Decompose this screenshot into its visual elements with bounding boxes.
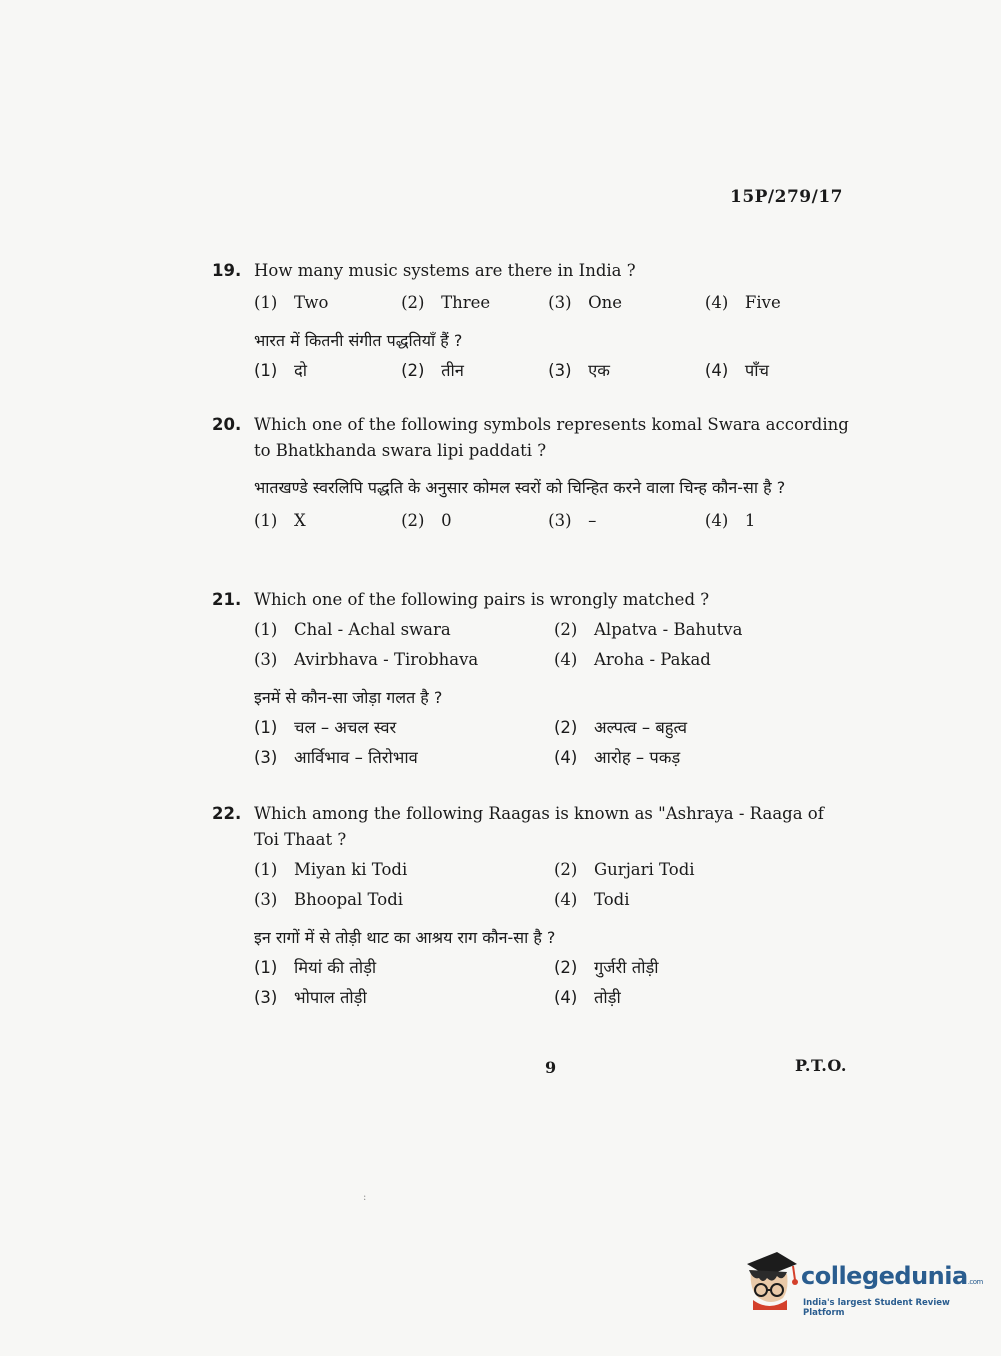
options-en: [254, 290, 852, 316]
option-text: Gurjari Todi: [594, 860, 695, 879]
question-text-hi: भारत में कितनी संगीत पद्धतियाँ हैं ?: [254, 331, 463, 350]
option-3: [254, 745, 554, 771]
option-label: (4): [704, 511, 729, 530]
option-text: अल्पत्व – बहुत्व: [594, 718, 688, 737]
option-4: [554, 647, 854, 673]
option-1: [254, 508, 401, 534]
option-text: पाँच: [744, 361, 770, 380]
options-hi: [254, 358, 852, 384]
option-1: [254, 715, 554, 741]
stray-mark: :: [363, 1192, 367, 1203]
option-2: [554, 617, 854, 643]
option-label: (4): [704, 293, 729, 312]
option-text: –: [588, 511, 597, 530]
option-2: [401, 508, 548, 534]
question-number: 21.: [212, 590, 242, 609]
option-label: (3): [254, 748, 278, 767]
option-label: (2): [554, 958, 578, 977]
option-label: (2): [401, 511, 425, 530]
question-19: [212, 258, 852, 384]
option-text: एक: [588, 361, 610, 380]
option-text: Chal - Achal swara: [294, 620, 451, 639]
question-21: [212, 587, 852, 771]
pto-label: P.T.O.: [795, 1056, 847, 1075]
option-4: [705, 290, 852, 316]
option-text: Todi: [594, 890, 630, 909]
option-text: 1: [744, 511, 756, 530]
option-1: [254, 617, 554, 643]
option-text: Bhoopal Todi: [294, 890, 404, 909]
options-en: [254, 617, 852, 673]
option-2: [554, 715, 854, 741]
option-text: Avirbhava - Tirobhava: [294, 650, 479, 669]
option-4: [554, 745, 854, 771]
option-label: (4): [704, 361, 729, 380]
option-3: [254, 647, 554, 673]
option-text: तीन: [441, 361, 464, 380]
option-1: [254, 290, 401, 316]
option-4: [705, 358, 852, 384]
option-label: (2): [554, 860, 578, 879]
option-4: [705, 508, 852, 534]
options-en: [254, 857, 852, 913]
option-label: (3): [548, 511, 572, 530]
question-text-en: Which among the following Raagas is known as "Ashraya - Raaga of Toi Thaat ?: [254, 804, 824, 849]
option-2: [554, 857, 854, 883]
option-text: तोड़ी: [594, 988, 621, 1007]
option-label: (4): [554, 748, 578, 767]
question-number: 19.: [212, 261, 242, 280]
option-4: [554, 887, 854, 913]
option-text: Two: [294, 293, 329, 312]
option-label: (4): [554, 890, 578, 909]
question-text-hi: भातखण्डे स्वरलिपि पद्धति के अनुसार कोमल स्वरों को चिन्हित करने वाला चिन्ह कौन-सा है ?: [254, 478, 786, 497]
option-2: [554, 955, 854, 981]
option-text: आरोह – पकड़: [594, 748, 681, 767]
brand-name: [801, 1262, 983, 1290]
option-text: One: [588, 293, 623, 312]
option-label: (4): [554, 650, 578, 669]
option-label: (1): [254, 620, 278, 639]
option-3: [548, 358, 705, 384]
options: [254, 508, 852, 534]
option-label: (1): [254, 293, 278, 312]
option-text: चल – अचल स्वर: [294, 718, 397, 737]
option-label: (1): [254, 718, 278, 737]
option-3: [254, 887, 554, 913]
option-label: (3): [548, 361, 572, 380]
question-text-en: Which one of the following pairs is wrongly matched ?: [254, 590, 710, 609]
option-2: [401, 358, 548, 384]
option-text: Miyan ki Todi: [294, 860, 408, 879]
options-hi: [254, 955, 852, 1011]
option-1: [254, 358, 401, 384]
option-label: (1): [254, 860, 278, 879]
option-text: भोपाल तोड़ी: [294, 988, 367, 1007]
option-text: Aroha - Pakad: [594, 650, 711, 669]
option-label: (2): [554, 718, 578, 737]
question-text-en: How many music systems are there in India ?: [254, 261, 636, 280]
option-label: (3): [548, 293, 572, 312]
option-text: दो: [294, 361, 308, 380]
option-text: 0: [441, 511, 452, 530]
option-text: गुर्जरी तोड़ी: [594, 958, 659, 977]
option-3: [548, 508, 705, 534]
brand-domain: .com: [967, 1278, 983, 1286]
question-text-hi: इनमें से कौन-सा जोड़ा गलत है ?: [254, 688, 443, 707]
option-label: (2): [554, 620, 578, 639]
option-text: X: [294, 511, 306, 530]
paper-code: 15P/279/17: [729, 187, 843, 207]
question-number: 20.: [212, 415, 242, 434]
option-text: मियां की तोड़ी: [294, 958, 377, 977]
page-number: 9: [545, 1058, 557, 1077]
option-2: [401, 290, 548, 316]
option-label: (2): [401, 361, 425, 380]
option-label: (1): [254, 958, 278, 977]
question-text-hi: इन रागों में से तोड़ी थाट का आश्रय राग कौन-सा है ?: [254, 928, 556, 947]
brand-tagline: India's largest Student Review Platform: [803, 1298, 950, 1318]
brand-name-text: collegedunia: [801, 1262, 968, 1290]
option-text: Five: [744, 293, 781, 312]
option-label: (3): [254, 988, 278, 1007]
option-label: (2): [401, 293, 425, 312]
collegedunia-watermark: [743, 1248, 983, 1318]
option-label: (3): [254, 650, 278, 669]
option-label: (4): [554, 988, 578, 1007]
option-text: Alpatva - Bahutva: [594, 620, 743, 639]
option-3: [548, 290, 705, 316]
options-hi: [254, 715, 852, 771]
question-20: [212, 412, 852, 534]
question-22: [212, 801, 852, 1011]
option-1: [254, 955, 554, 981]
option-1: [254, 857, 554, 883]
student-mascot-icon: [743, 1250, 799, 1312]
option-label: (3): [254, 890, 278, 909]
option-4: [554, 985, 854, 1011]
option-text: आर्विभाव – तिरोभाव: [294, 748, 418, 767]
option-text: Three: [441, 293, 491, 312]
question-number: 22.: [212, 804, 242, 823]
option-label: (1): [254, 511, 278, 530]
option-label: (1): [254, 361, 278, 380]
option-3: [254, 985, 554, 1011]
question-text-en: Which one of the following symbols represents komal Swara according to Bhatkhanda swara lipi paddati ?: [254, 415, 849, 460]
